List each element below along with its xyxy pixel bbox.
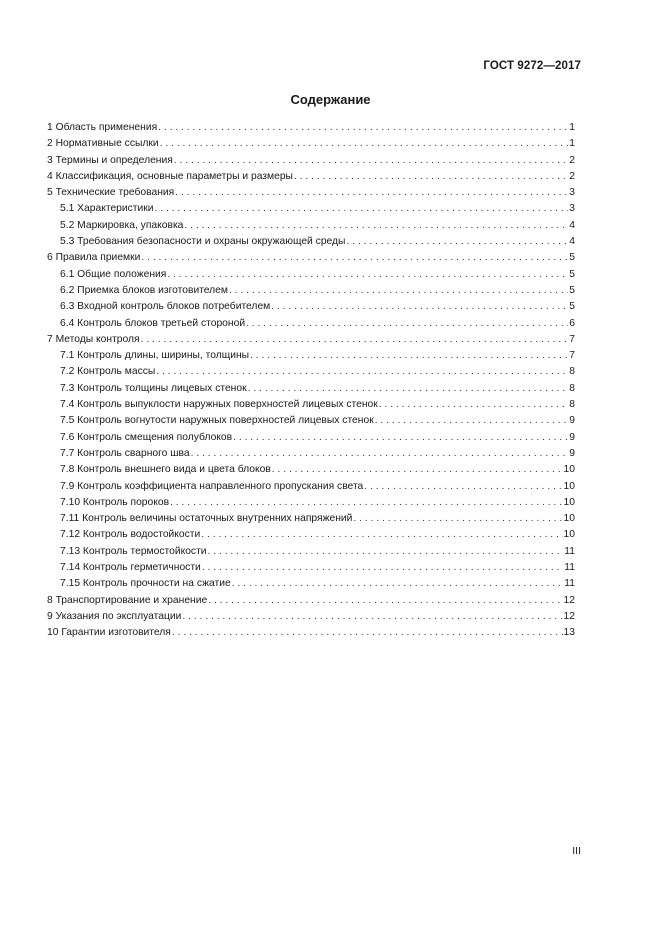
toc-entry-page: 9: [569, 431, 575, 443]
toc-leader-dots: [172, 625, 563, 641]
toc-entry-page: 10: [563, 529, 575, 541]
toc-entry[interactable]: [47, 462, 575, 478]
toc-entry-page: 5: [569, 252, 575, 264]
toc-entry[interactable]: [47, 364, 575, 380]
toc-entry-page: 5: [569, 268, 575, 280]
toc-entry-label: 7.14 Контроль герметичности: [60, 562, 201, 574]
toc-entry-label: 6.4 Контроль блоков третьей стороной: [60, 317, 246, 329]
toc-leader-dots: [364, 479, 562, 495]
toc-leader-dots: [346, 234, 568, 250]
toc-entry-label: 6.1 Общие положения: [60, 268, 167, 280]
toc-entry-page: 10: [563, 496, 575, 508]
toc-entry[interactable]: [47, 609, 575, 625]
toc-entry-label: 5.3 Требования безопасности и охраны окружающей среды: [60, 236, 346, 248]
toc-entry-label: 6.2 Приемка блоков изготовителем: [60, 284, 228, 296]
toc-leader-dots: [184, 218, 568, 234]
toc-entry-page: 9: [569, 415, 575, 427]
toc-entry-label: 7.6 Контроль смещения полублоков: [60, 431, 233, 443]
toc-entry-label: 3 Термины и определения: [47, 154, 173, 166]
toc-leader-dots: [229, 283, 568, 299]
toc-entry-label: 7.13 Контроль термостойкости: [60, 545, 207, 557]
toc-leader-dots: [208, 593, 562, 609]
table-of-contents: [47, 120, 575, 642]
toc-entry-page: 5: [569, 301, 575, 313]
toc-entry-page: 1: [569, 138, 575, 150]
toc-entry[interactable]: [47, 560, 575, 576]
toc-entry-label: 10 Гарантии изготовителя: [47, 627, 171, 639]
toc-entry-label: 1 Область применения: [47, 122, 158, 133]
toc-leader-dots: [208, 544, 564, 560]
toc-entry-page: 7: [569, 333, 575, 345]
toc-entry[interactable]: [47, 511, 575, 527]
toc-entry[interactable]: [47, 332, 575, 348]
toc-entry[interactable]: [47, 446, 575, 462]
toc-title: Содержание: [290, 92, 371, 107]
toc-entry-label: 7.15 Контроль прочности на сжатие: [60, 578, 231, 590]
toc-leader-dots: [141, 250, 568, 266]
toc-entry-page: 2: [569, 170, 575, 182]
toc-entry[interactable]: [47, 495, 575, 511]
toc-entry[interactable]: [47, 593, 575, 609]
toc-entry-label: 7.3 Контроль толщины лицевых стенок: [60, 382, 247, 394]
toc-entry-page: 7: [569, 350, 575, 362]
toc-entry[interactable]: [47, 544, 575, 560]
toc-entry[interactable]: [47, 283, 575, 299]
toc-entry-page: 1: [569, 122, 575, 133]
toc-leader-dots: [246, 316, 568, 332]
toc-leader-dots: [160, 136, 569, 152]
toc-entry-page: 12: [563, 594, 575, 606]
toc-entry[interactable]: [47, 136, 575, 152]
toc-leader-dots: [248, 381, 569, 397]
toc-entry[interactable]: [47, 479, 575, 495]
toc-leader-dots: [294, 169, 568, 185]
toc-entry-page: 8: [569, 366, 575, 378]
toc-entry-label: 7.9 Контроль коэффициента направленного пропускания света: [60, 480, 364, 492]
toc-entry-label: 7.12 Контроль водостойкости: [60, 529, 201, 541]
toc-entry[interactable]: [47, 234, 575, 250]
toc-entry[interactable]: [47, 576, 575, 592]
toc-entry-page: 8: [569, 399, 575, 411]
toc-entry[interactable]: [47, 250, 575, 266]
toc-entry-page: 11: [564, 562, 575, 574]
toc-leader-dots: [375, 413, 569, 429]
toc-entry[interactable]: [47, 316, 575, 332]
toc-entry-page: 3: [569, 203, 575, 215]
toc-leader-dots: [202, 560, 563, 576]
toc-leader-dots: [353, 511, 562, 527]
toc-entry-page: 11: [564, 545, 575, 557]
toc-entry[interactable]: [47, 397, 575, 413]
toc-entry-page: 12: [563, 610, 575, 622]
toc-entry-page: 10: [563, 464, 575, 476]
toc-entry-label: 8 Транспортирование и хранение: [47, 594, 208, 606]
toc-entry-label: 7.4 Контроль выпуклости наружных поверхностей лицевых стенок: [60, 399, 378, 411]
toc-entry-page: 6: [569, 317, 575, 329]
toc-entry-page: 13: [563, 627, 575, 639]
toc-entry-label: 5 Технические требования: [47, 187, 175, 199]
toc-entry-label: 7.1 Контроль длины, ширины, толщины: [60, 350, 250, 362]
toc-entry[interactable]: [47, 413, 575, 429]
toc-entry-page: 10: [563, 513, 575, 525]
toc-entry[interactable]: [47, 120, 575, 136]
toc-entry[interactable]: [47, 348, 575, 364]
toc-leader-dots: [156, 364, 568, 380]
document-code: ГОСТ 9272—2017: [483, 60, 581, 72]
toc-entry-page: 11: [564, 578, 575, 590]
toc-entry-label: 4 Классификация, основные параметры и размеры: [47, 170, 293, 182]
toc-leader-dots: [141, 332, 569, 348]
toc-entry-label: 2 Нормативные ссылки: [47, 138, 159, 150]
toc-entry-label: 6.3 Входной контроль блоков потребителем: [60, 301, 271, 313]
toc-entry-label: 5.2 Маркировка, упаковка: [60, 219, 184, 231]
toc-leader-dots: [201, 527, 562, 543]
toc-leader-dots: [174, 153, 568, 169]
toc-entry[interactable]: [47, 381, 575, 397]
toc-entry-label: 7 Методы контроля: [47, 333, 140, 345]
toc-leader-dots: [182, 609, 562, 625]
toc-entry[interactable]: [47, 430, 575, 446]
toc-entry[interactable]: [47, 218, 575, 234]
toc-leader-dots: [250, 348, 568, 364]
toc-entry[interactable]: [47, 153, 575, 169]
toc-entry-page: 2: [569, 154, 575, 166]
toc-entry[interactable]: [47, 185, 575, 201]
toc-entry-page: 10: [563, 480, 575, 492]
toc-entry[interactable]: [47, 299, 575, 315]
toc-entry-page: 5: [569, 284, 575, 296]
toc-entry-label: 6 Правила приемки: [47, 252, 141, 264]
toc-leader-dots: [167, 267, 568, 283]
toc-entry-label: 7.7 Контроль сварного шва: [60, 447, 190, 459]
toc-entry-label: 7.11 Контроль величины остаточных внутренних напряжений: [60, 513, 353, 525]
toc-entry[interactable]: [47, 201, 575, 217]
toc-entry-page: 8: [569, 382, 575, 394]
page-number: III: [572, 845, 581, 857]
toc-leader-dots: [191, 446, 569, 462]
toc-entry-page: 4: [569, 236, 575, 248]
toc-leader-dots: [232, 576, 564, 592]
toc-entry-page: 3: [569, 187, 575, 199]
toc-leader-dots: [155, 201, 569, 217]
toc-leader-dots: [233, 430, 568, 446]
toc-leader-dots: [175, 185, 568, 201]
toc-entry-label: 9 Указания по эксплуатации: [47, 610, 182, 622]
toc-entry[interactable]: [47, 169, 575, 185]
toc-leader-dots: [379, 397, 569, 413]
toc-entry-page: 9: [569, 447, 575, 459]
toc-entry-label: 7.8 Контроль внешнего вида и цвета блоков: [60, 464, 271, 476]
toc-leader-dots: [158, 120, 568, 136]
toc-entry-label: 7.2 Контроль массы: [60, 366, 156, 378]
toc-entry[interactable]: [47, 527, 575, 543]
toc-leader-dots: [272, 462, 563, 478]
toc-leader-dots: [271, 299, 568, 315]
toc-entry[interactable]: [47, 267, 575, 283]
toc-entry-page: 4: [569, 219, 575, 231]
toc-entry-label: 7.5 Контроль вогнутости наружных поверхностей лицевых стенок: [60, 415, 374, 427]
toc-entry-label: 5.1 Характеристики: [60, 203, 154, 215]
toc-leader-dots: [170, 495, 562, 511]
toc-entry[interactable]: [47, 625, 575, 641]
toc-entry-label: 7.10 Контроль пороков: [60, 496, 170, 508]
